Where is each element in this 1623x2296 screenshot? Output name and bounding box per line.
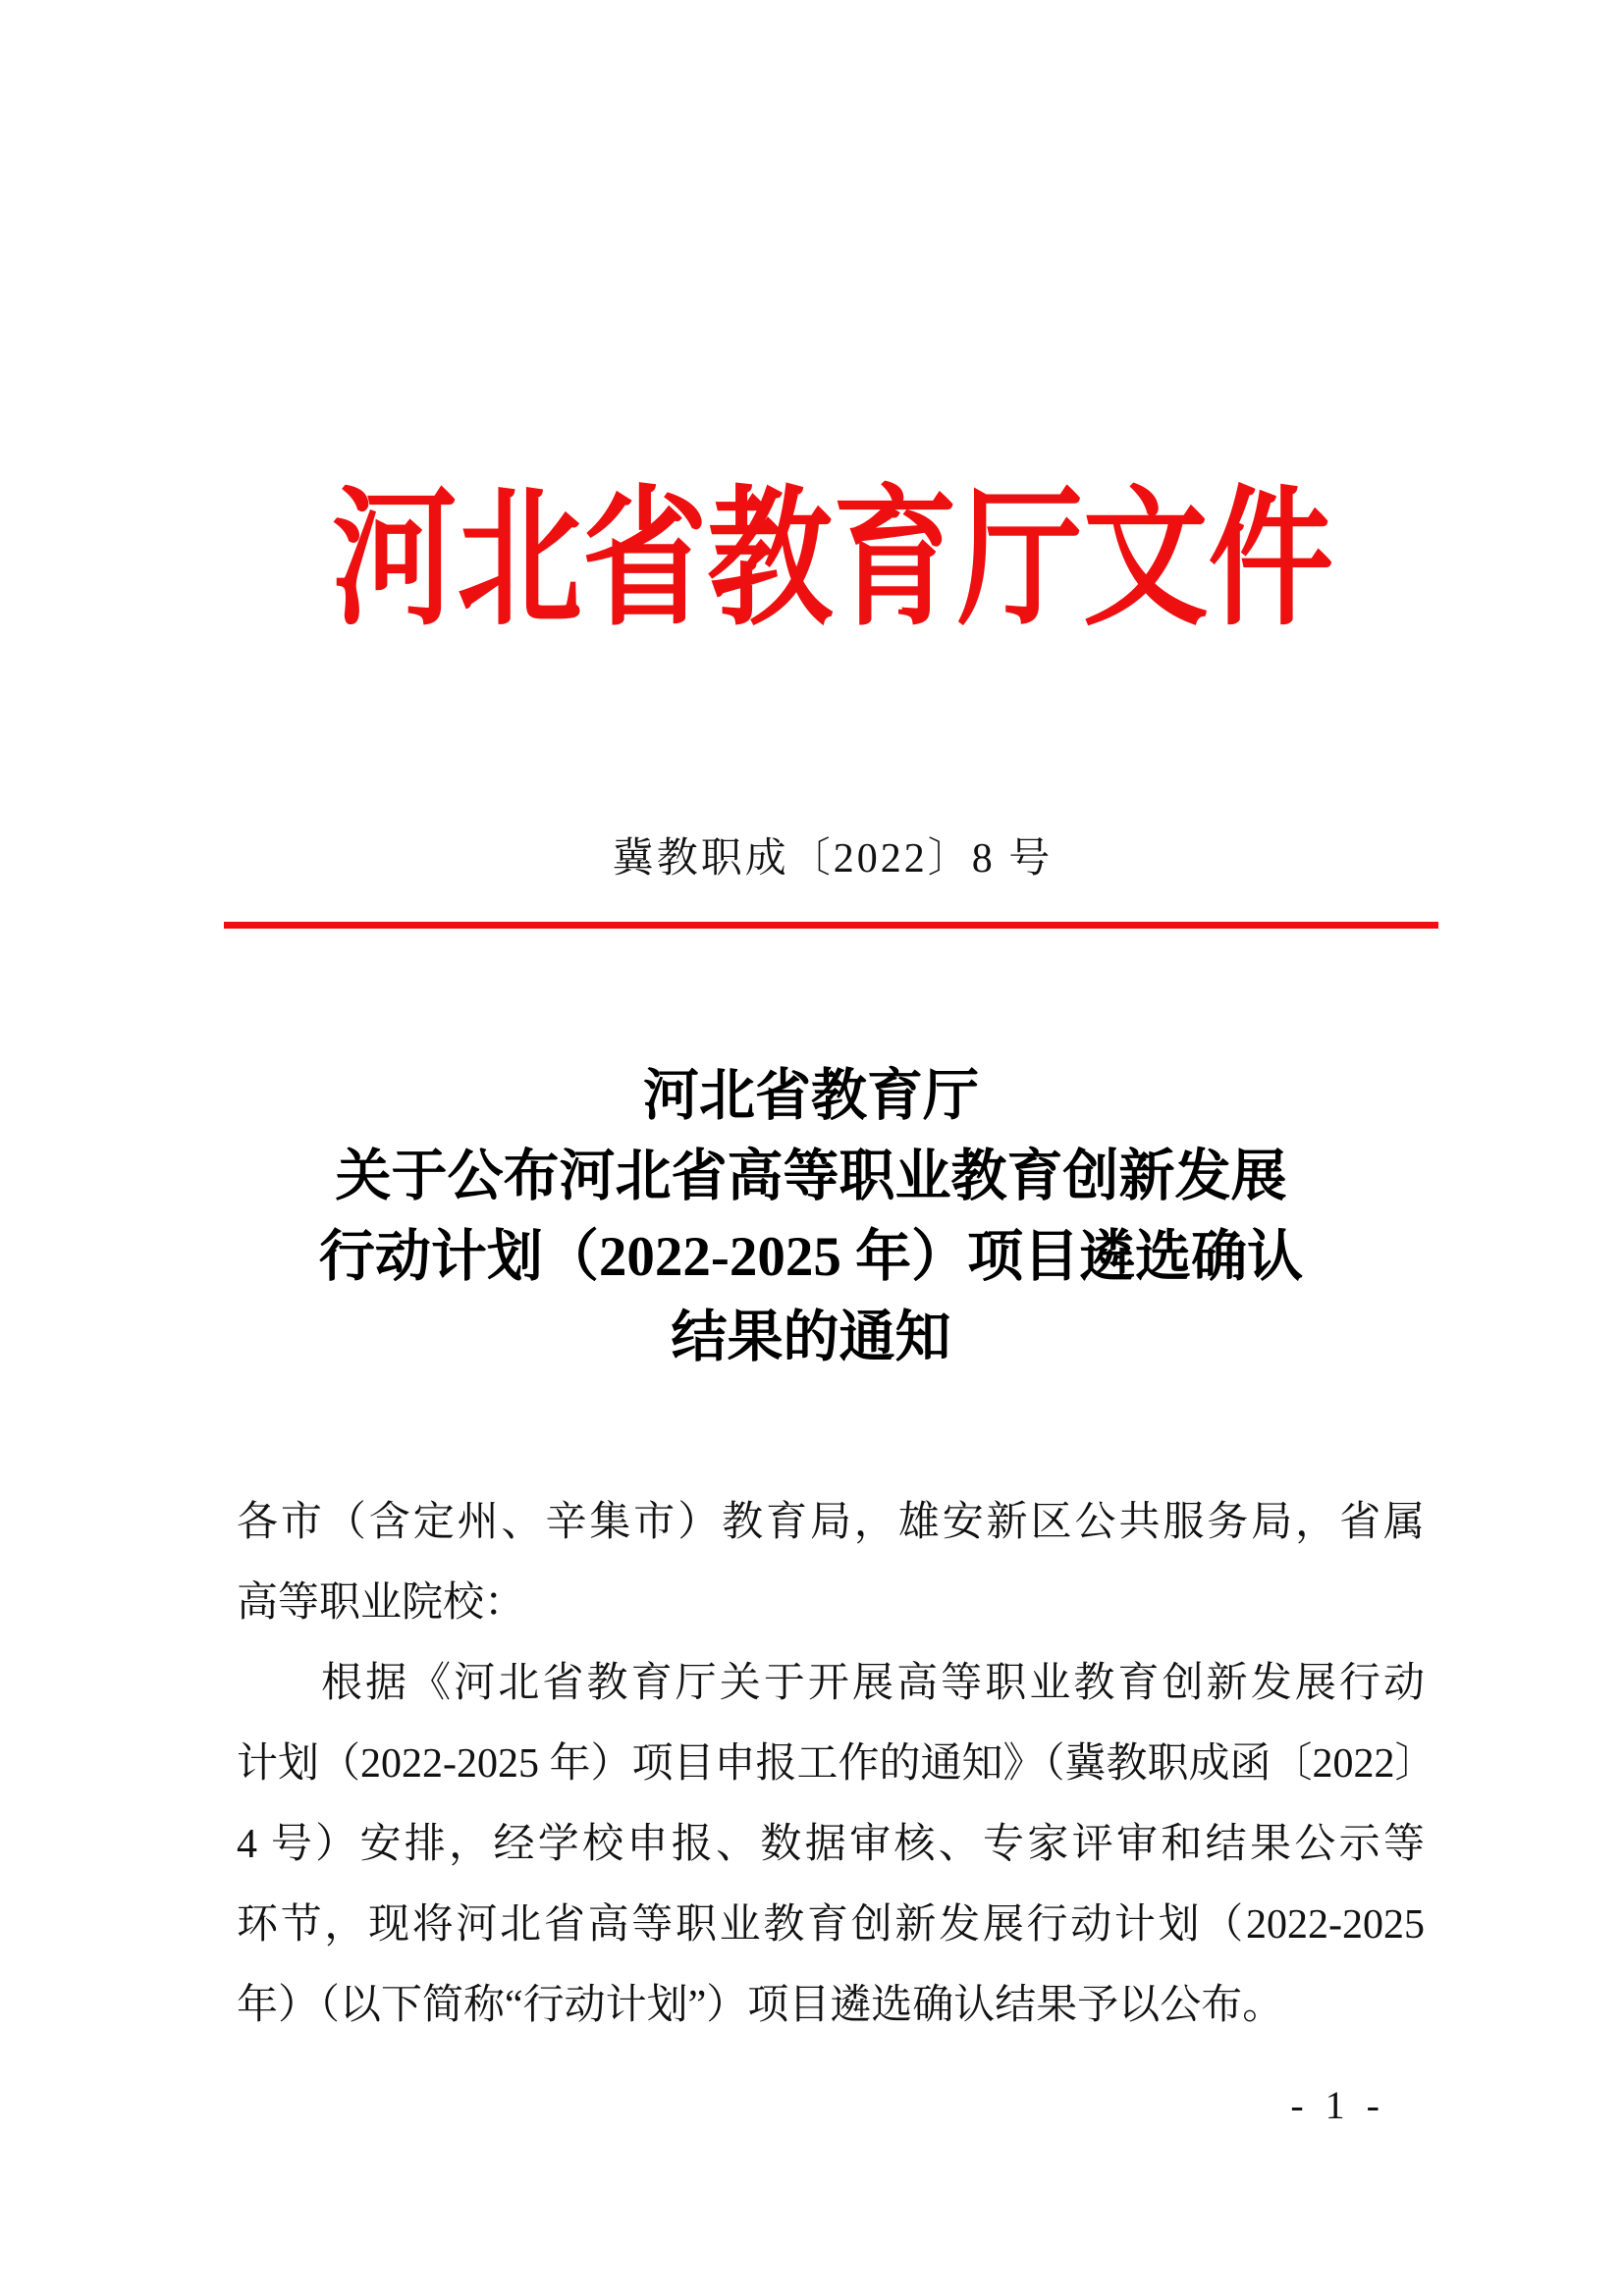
letterhead-divider-rule — [224, 922, 1438, 929]
page-number: - 1 - — [1290, 2083, 1385, 2127]
body-line: 各市（含定州、辛集市）教育局，雄安新区公共服务局，省属 — [237, 1500, 1425, 1545]
body-line: 计划（2022-2025 年）项目申报工作的通知》（冀教职成函〔2022〕 — [237, 1741, 1436, 1787]
notice-body — [237, 1482, 1436, 2046]
notice-title-line-2: 关于公布河北省高等职业教育创新发展 — [335, 1146, 1287, 1207]
letterhead-title: 河北省教育厅文件 — [331, 477, 1334, 644]
body-line: 4 号）安排，经学校申报、数据审核、专家评审和结果公示等 — [237, 1822, 1425, 1867]
notice-title — [204, 1056, 1418, 1378]
body-line: 年）（以下简称“行动计划”）项目遴选确认结果予以公布。 — [237, 1983, 1284, 2028]
body-line: 环节，现将河北省高等职业教育创新发展行动计划（2022-2025 — [237, 1902, 1425, 1948]
notice-title-line-1: 河北省教育厅 — [643, 1065, 979, 1127]
notice-title-line-4: 结果的通知 — [671, 1307, 951, 1368]
body-line: 根据《河北省教育厅关于开展高等职业教育创新发展行动 — [321, 1661, 1425, 1706]
notice-title-line-3: 行动计划（2022-2025 年）项目遴选确认 — [318, 1226, 1304, 1288]
document-reference-number: 冀教职成〔2022〕8 号 — [612, 836, 1054, 881]
body-line: 高等职业院校： — [237, 1580, 526, 1626]
